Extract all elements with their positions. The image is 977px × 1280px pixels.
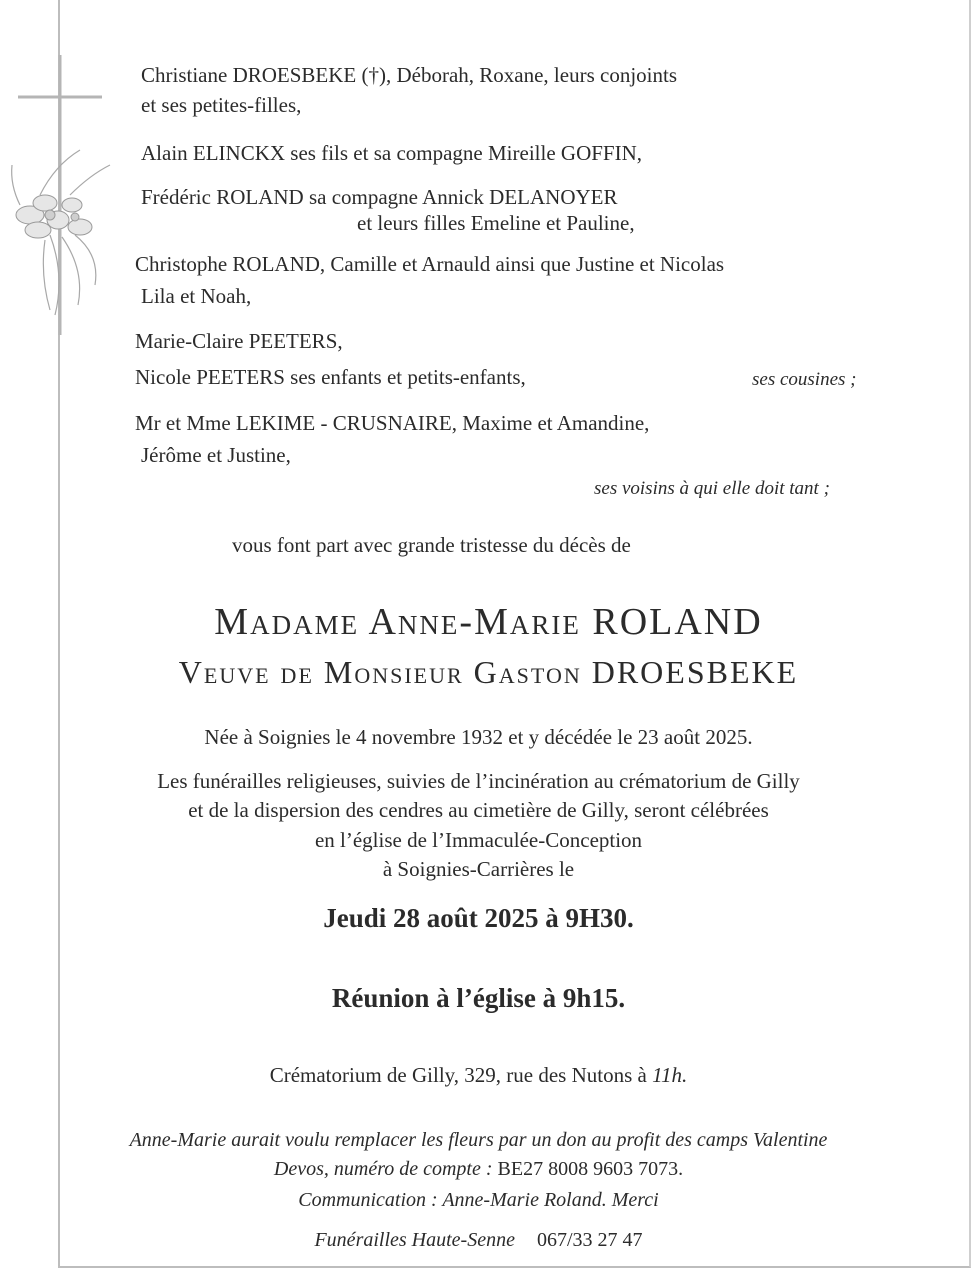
donation-account-label: Devos, numéro de compte :: [273, 1158, 498, 1180]
funeral-home-name: Funérailles Haute-Senne: [314, 1229, 515, 1251]
family-line-4a: Christophe ROLAND, Camille et Arnauld ainsi que Justine et Nicolas: [135, 252, 725, 276]
donation-line-1: Anne-Marie aurait voulu remplacer les fleurs par un don au profit des camps Valentine: [129, 1129, 828, 1151]
deceased-name: Madame Anne-Marie ROLAND: [214, 601, 763, 643]
funeral-line-2: et de la dispersion des cendres au cimetière de Gilly, seront célébrées: [188, 798, 769, 822]
donation-line-2: [0, 1156, 957, 1182]
crematorium-time: 11h.: [652, 1063, 688, 1087]
birth-death-dates: Née à Soignies le 4 novembre 1932 et y décédée le 23 août 2025.: [204, 725, 753, 749]
funeral-line-1: Les funérailles religieuses, suivies de l’incinération au crématorium de Gilly: [157, 769, 800, 793]
family-line-2: Alain ELINCKX ses fils et sa compagne Mireille GOFFIN,: [141, 141, 642, 165]
cross-flower-icon: [0, 55, 130, 345]
family-line-3a: Frédéric ROLAND sa compagne Annick DELANOYER: [141, 185, 618, 209]
funeral-line-3: en l’église de l’Immaculée-Conception: [314, 828, 643, 852]
family-line-1b: et ses petites-filles,: [141, 93, 302, 117]
crematorium-text: Crématorium de Gilly, 329, rue des Nutons à: [269, 1063, 653, 1087]
family-line-4b: Lila et Noah,: [141, 284, 252, 308]
family-line-5b: Nicole PEETERS ses enfants et petits-enfants,: [135, 365, 526, 389]
meeting-time: Réunion à l’église à 9h15.: [331, 983, 626, 1013]
donation-line-3: Communication : Anne-Marie Roland. Merci: [298, 1189, 659, 1211]
family-line-6b: Jérôme et Justine,: [141, 443, 291, 467]
family-line-6a: Mr et Mme LEKIME - CRUSNAIRE, Maxime et Amandine,: [135, 411, 650, 435]
family-line-3b: et leurs filles Emeline et Pauline,: [357, 211, 635, 235]
funeral-home: [0, 1227, 957, 1253]
announcement: vous font part avec grande tristesse du décès de: [232, 533, 631, 557]
neighbours-label: ses voisins à qui elle doit tant ;: [594, 478, 830, 499]
family-line-1a: Christiane DROESBEKE (†), Déborah, Roxane, leurs conjoints: [141, 63, 677, 87]
deceased-widow-of: Veuve de Monsieur Gaston DROESBEKE: [178, 654, 799, 690]
funeral-home-phone: 067/33 27 47: [536, 1229, 643, 1251]
crematorium-info: [0, 1062, 957, 1088]
ceremony-date: Jeudi 28 août 2025 à 9H30.: [323, 903, 634, 933]
funeral-line-4: à Soignies-Carrières le: [382, 857, 575, 881]
donation-account-number: BE27 8008 9603 7073.: [497, 1158, 684, 1180]
cousins-label: ses cousines ;: [752, 369, 857, 390]
family-line-5a: Marie-Claire PEETERS,: [135, 329, 343, 353]
